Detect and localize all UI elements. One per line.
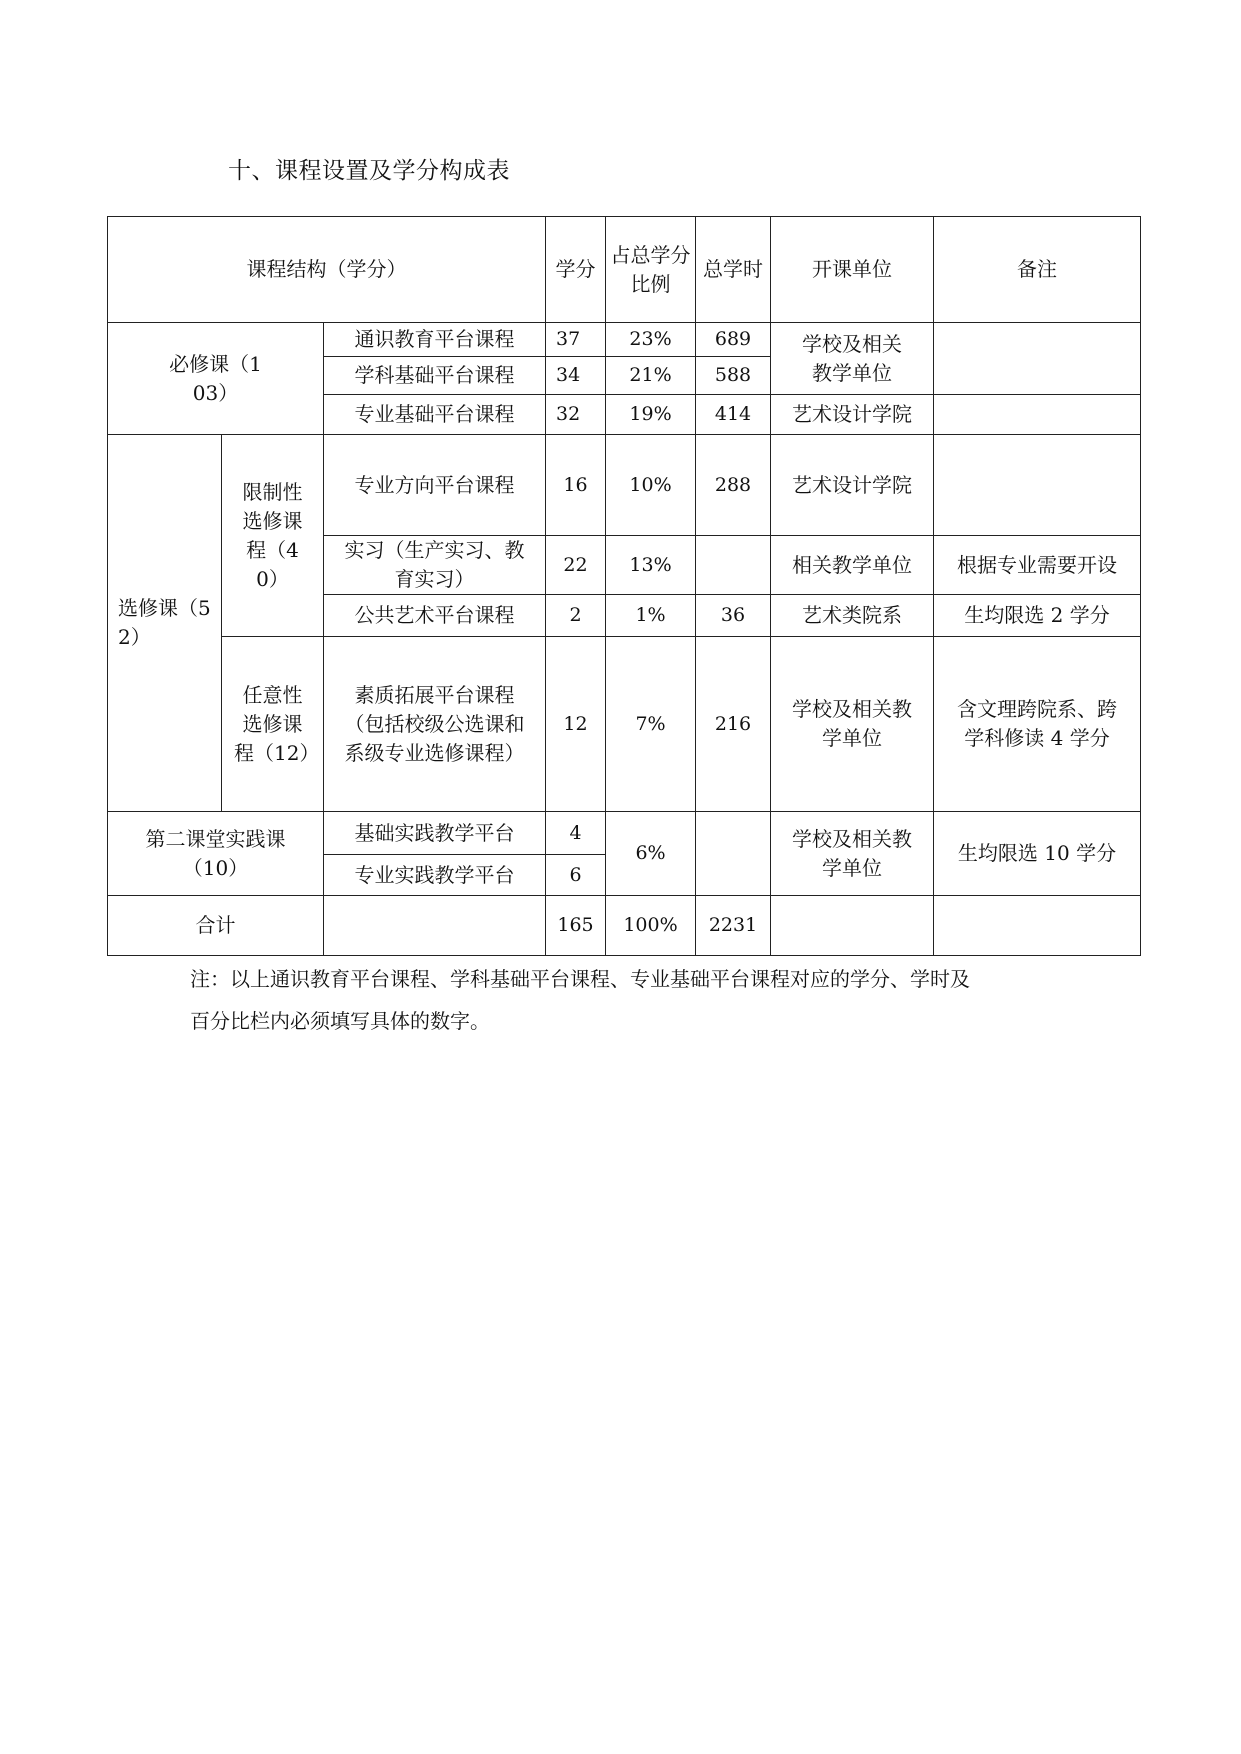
- optional-elective-label: 任意性选修课程（12）: [222, 637, 324, 812]
- hours-cell: 216: [696, 637, 771, 812]
- header-structure: 课程结构（学分）: [108, 217, 546, 323]
- header-remark: 备注: [934, 217, 1141, 323]
- total-unit-cell: [771, 896, 934, 956]
- header-credits: 学分: [546, 217, 606, 323]
- unit-cell: 学校及相关教学单位: [771, 637, 934, 812]
- course-cell: 学科基础平台课程: [324, 357, 546, 395]
- total-credits: 165: [546, 896, 606, 956]
- total-ratio: 100%: [606, 896, 696, 956]
- unit-cell: 艺术设计学院: [771, 435, 934, 536]
- course-cell: 专业方向平台课程: [324, 435, 546, 536]
- credits-cell: 12: [546, 637, 606, 812]
- note-line-2: 百分比栏内必须填写具体的数字。: [190, 1009, 490, 1033]
- total-hours: 2231: [696, 896, 771, 956]
- ratio-cell: 1%: [606, 595, 696, 637]
- total-remark-cell: [934, 896, 1141, 956]
- note-line-1: 注：以上通识教育平台课程、学科基础平台课程、专业基础平台课程对应的学分、学时及: [190, 967, 970, 991]
- table-row: [108, 637, 1141, 812]
- credits-cell: 16: [546, 435, 606, 536]
- table-note: [190, 958, 1090, 1042]
- second-classroom-label: 第二课堂实践课（10）: [108, 812, 324, 896]
- credits-cell: 22: [546, 536, 606, 595]
- credits-cell: 37: [546, 323, 606, 357]
- table-row: [108, 323, 1141, 357]
- course-cell: 专业基础平台课程: [324, 395, 546, 435]
- credits-cell: 32: [546, 395, 606, 435]
- table-header-row: [108, 217, 1141, 323]
- course-cell: 基础实践教学平台: [324, 812, 546, 855]
- remark-cell: 生均限选 10 学分: [934, 812, 1141, 896]
- hours-cell: 414: [696, 395, 771, 435]
- table-row: [108, 812, 1141, 855]
- hours-cell: 689: [696, 323, 771, 357]
- elective-label: 选修课（52）: [108, 435, 222, 812]
- credits-cell: 2: [546, 595, 606, 637]
- unit-cell: 艺术类院系: [771, 595, 934, 637]
- total-label: 合计: [108, 896, 324, 956]
- table-row: [108, 435, 1141, 536]
- total-course-cell: [324, 896, 546, 956]
- ratio-cell: 6%: [606, 812, 696, 896]
- required-label: 必修课（103）: [108, 323, 324, 435]
- remark-cell: 生均限选 2 学分: [934, 595, 1141, 637]
- table-total-row: [108, 896, 1141, 956]
- hours-cell: 36: [696, 595, 771, 637]
- ratio-cell: 23%: [606, 323, 696, 357]
- page-title: 十、课程设置及学分构成表: [228, 158, 510, 184]
- hours-cell: 288: [696, 435, 771, 536]
- ratio-cell: 13%: [606, 536, 696, 595]
- header-unit: 开课单位: [771, 217, 934, 323]
- unit-cell: 艺术设计学院: [771, 395, 934, 435]
- credits-cell: 6: [546, 855, 606, 896]
- credits-cell: 4: [546, 812, 606, 855]
- restricted-elective-label: 限制性选修课程（40）: [222, 435, 324, 637]
- unit-cell: 相关教学单位: [771, 536, 934, 595]
- hours-cell: [696, 812, 771, 896]
- remark-cell: [934, 435, 1141, 536]
- course-cell: 专业实践教学平台: [324, 855, 546, 896]
- unit-cell: 学校及相关教学单位: [771, 323, 934, 395]
- remark-cell: [934, 323, 1141, 395]
- remark-cell: 根据专业需要开设: [934, 536, 1141, 595]
- ratio-cell: 19%: [606, 395, 696, 435]
- ratio-cell: 7%: [606, 637, 696, 812]
- ratio-cell: 10%: [606, 435, 696, 536]
- header-ratio: 占总学分比例: [606, 217, 696, 323]
- unit-cell: 学校及相关教学单位: [771, 812, 934, 896]
- remark-cell: 含文理跨院系、跨学科修读 4 学分: [934, 637, 1141, 812]
- hours-cell: 588: [696, 357, 771, 395]
- ratio-cell: 21%: [606, 357, 696, 395]
- credits-cell: 34: [546, 357, 606, 395]
- header-hours: 总学时: [696, 217, 771, 323]
- course-credit-table: [107, 216, 1141, 956]
- course-cell: 通识教育平台课程: [324, 323, 546, 357]
- hours-cell: [696, 536, 771, 595]
- remark-cell: [934, 395, 1141, 435]
- course-cell: 实习（生产实习、教育实习）: [324, 536, 546, 595]
- course-cell: 公共艺术平台课程: [324, 595, 546, 637]
- course-cell: 素质拓展平台课程（包括校级公选课和系级专业选修课程）: [324, 637, 546, 812]
